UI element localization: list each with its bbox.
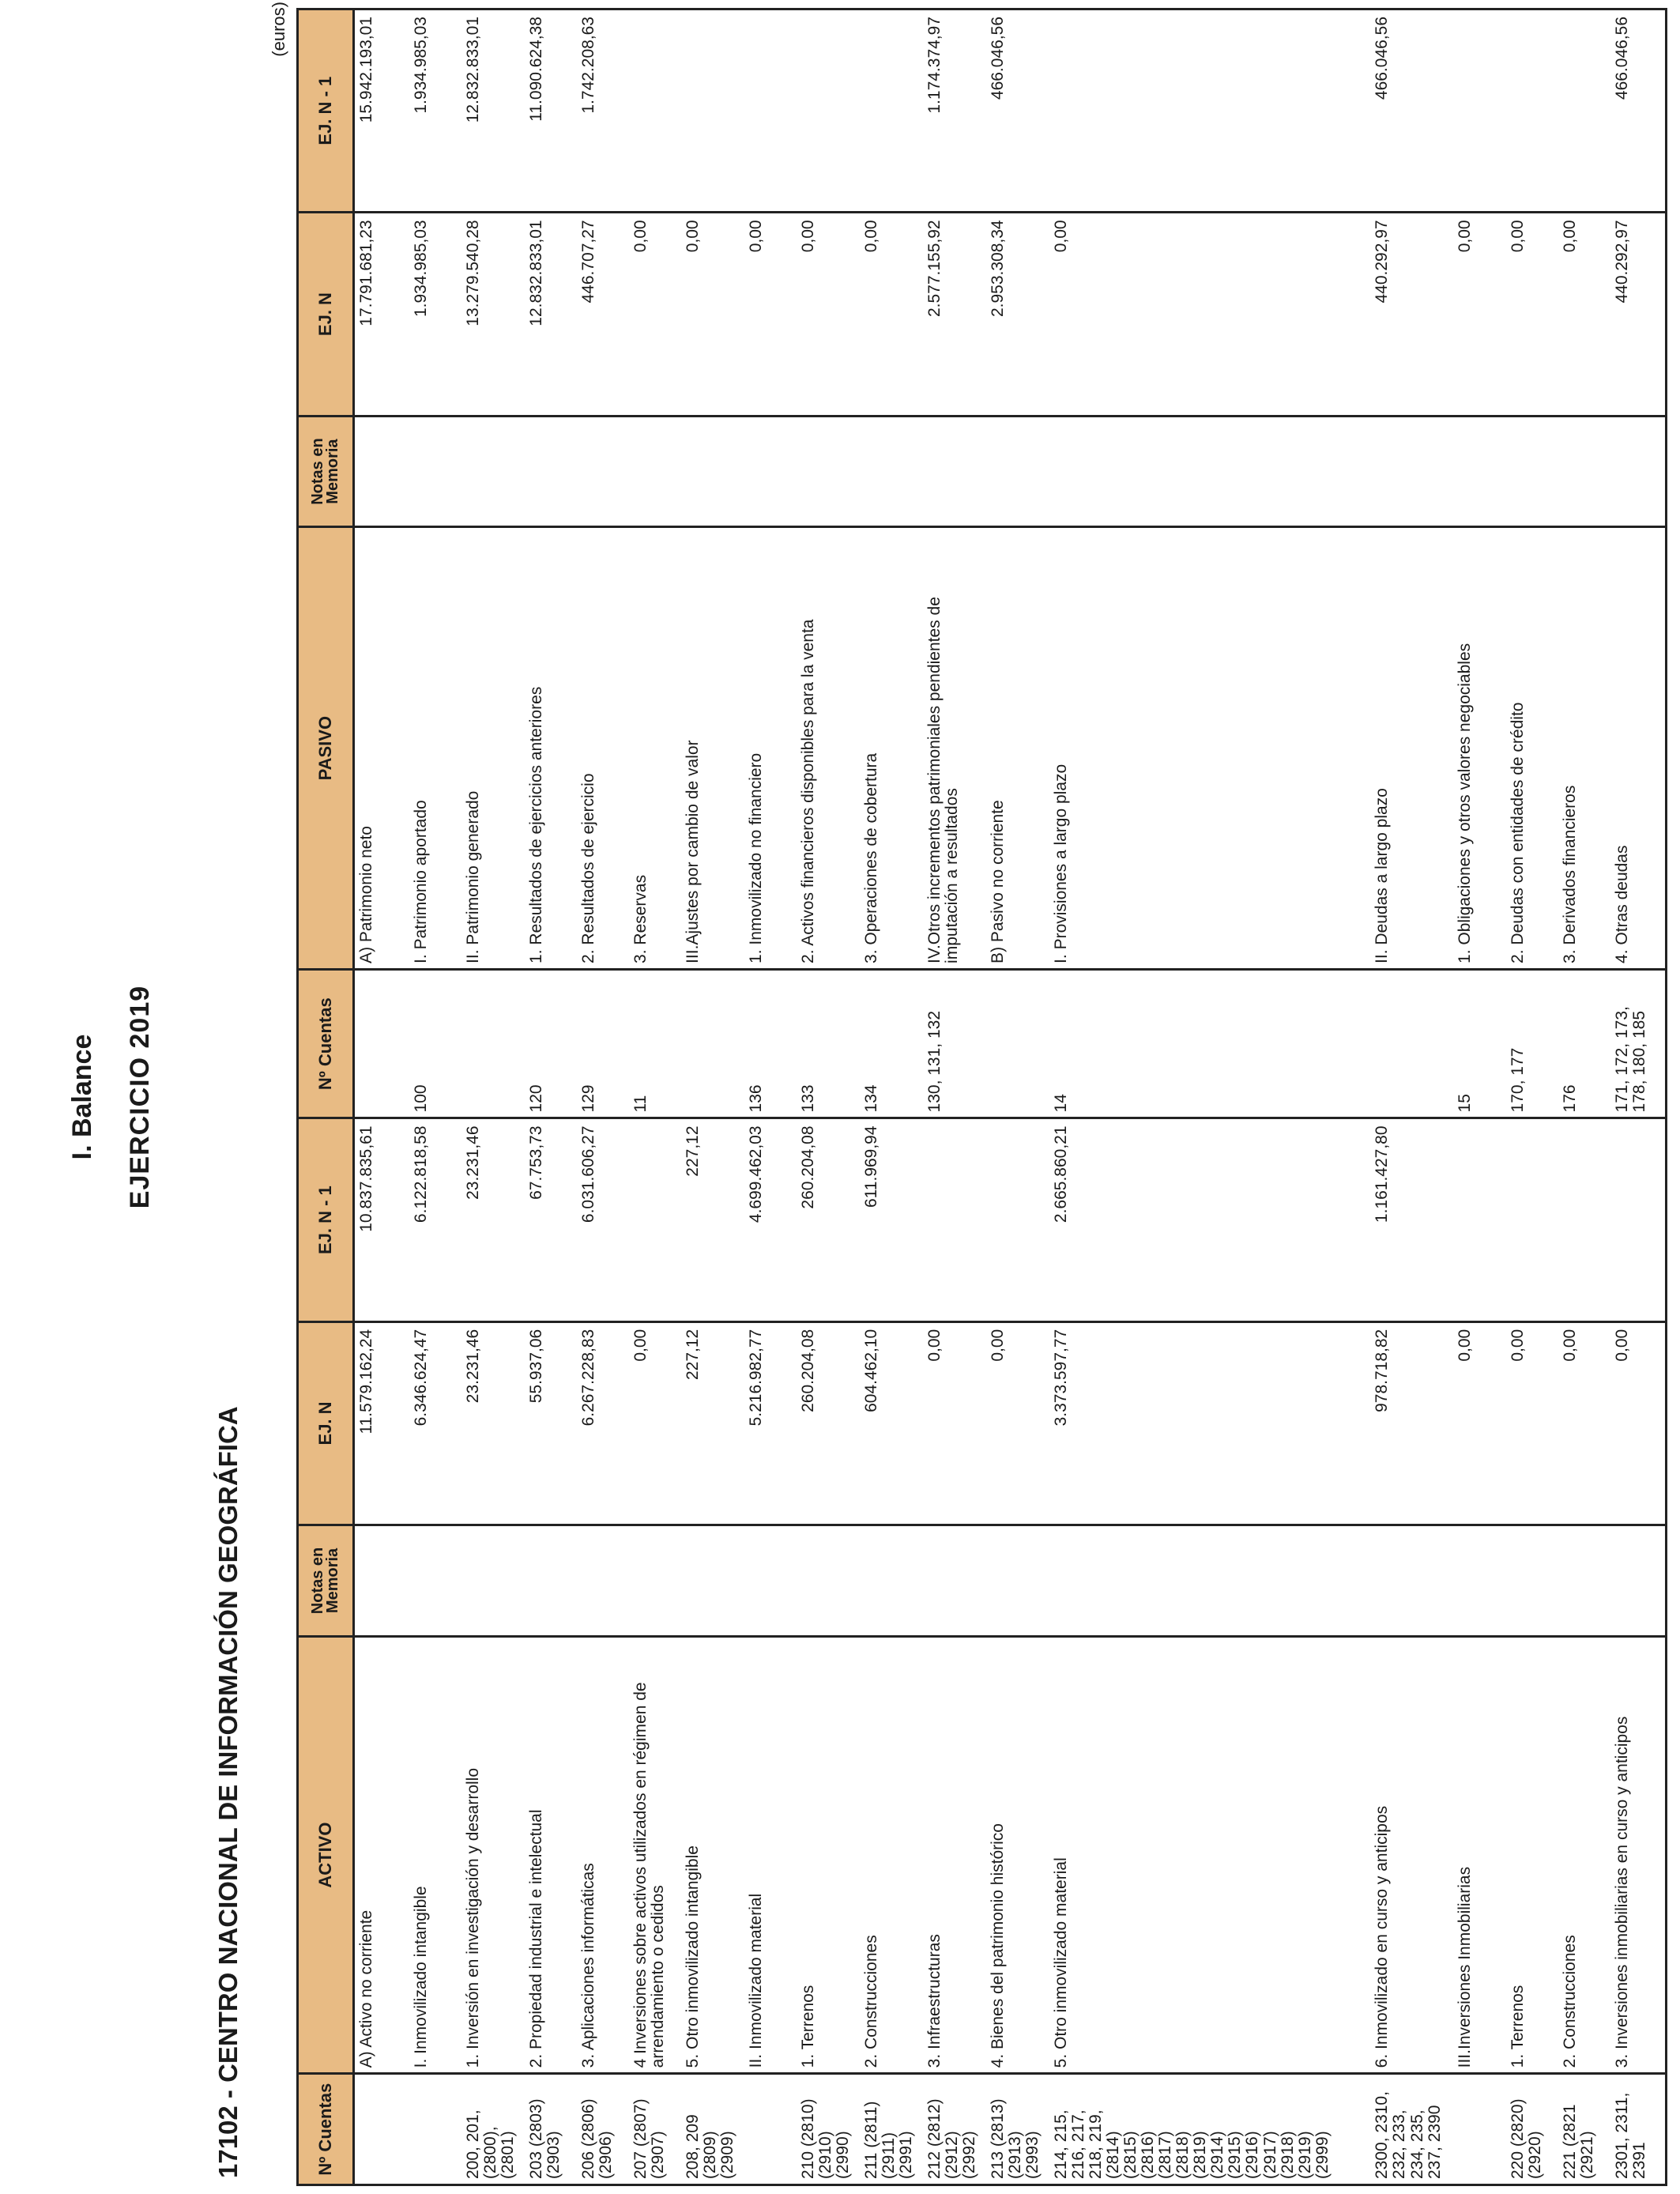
cell-pasivo-concepto: 3. Derivados financieros <box>1558 527 1610 970</box>
cell-pasivo-ej-n: 446.707,27 <box>577 213 629 416</box>
cell-pasivo-ej-n: 12.832.833,01 <box>525 213 577 416</box>
cell-pasivo-concepto: A) Patrimonio neto <box>354 527 410 970</box>
cell-activo-ej-n: 0,00 <box>1610 1321 1667 1525</box>
cell-activo-ej-n1 <box>986 1118 1049 1321</box>
cell-activo-concepto: III.Inversiones Inmobiliarias <box>1453 1636 1505 2074</box>
cell-activo-cuentas: 203 (2803) (2903) <box>525 2074 577 2185</box>
cell-pasivo-notas <box>525 416 577 527</box>
cell-activo-cuentas: 207 (2807) (2907) <box>629 2074 681 2185</box>
cell-pasivo-ej-n: 0,00 <box>860 213 923 416</box>
cell-activo-cuentas: 200, 201, (2800), (2801) <box>461 2074 525 2185</box>
cell-activo-concepto: I. Inmovilizado intangible <box>409 1636 461 2074</box>
cell-activo-ej-n1: 260.204,08 <box>797 1118 860 1321</box>
cell-pasivo-ej-n: 0,00 <box>1506 213 1558 416</box>
table-row <box>923 9 986 2185</box>
cell-activo-concepto: A) Activo no corriente <box>354 1636 410 2074</box>
cell-activo-cuentas: 210 (2810) (2910) (2990) <box>797 2074 860 2185</box>
cell-activo-concepto: 4 Inversiones sobre activos utilizados en régimen de arrendamiento o cedidos <box>629 1636 681 2074</box>
table-row <box>409 9 461 2185</box>
cell-activo-cuentas <box>744 2074 797 2185</box>
cell-activo-ej-n: 0,00 <box>986 1321 1049 1525</box>
cell-pasivo-notas <box>797 416 860 527</box>
cell-activo-cuentas: 220 (2820) (2920) <box>1506 2074 1558 2185</box>
cell-activo-ej-n: 227,12 <box>681 1321 744 1525</box>
cell-pasivo-cuentas <box>986 969 1049 1118</box>
cell-activo-ej-n: 6.267.228,83 <box>577 1321 629 1525</box>
cell-activo-cuentas: 2300, 2310, 232, 233, 234, 235, 237, 2390 <box>1370 2074 1453 2185</box>
cell-activo-ej-n1: 1.161.427,80 <box>1370 1118 1453 1321</box>
cell-activo-ej-n1 <box>1558 1118 1610 1321</box>
cell-pasivo-concepto: 3. Reservas <box>629 527 681 970</box>
cell-activo-notas <box>860 1525 923 1637</box>
col-header-activo-ej-n: EJ. N <box>298 1321 354 1525</box>
cell-pasivo-cuentas: 176 <box>1558 969 1610 1118</box>
cell-pasivo-ej-n: 0,00 <box>797 213 860 416</box>
cell-activo-ej-n: 978.718,82 <box>1370 1321 1453 1525</box>
cell-pasivo-notas <box>1558 416 1610 527</box>
cell-pasivo-cuentas <box>461 969 525 1118</box>
cell-activo-ej-n1: 2.665.860,21 <box>1049 1118 1370 1321</box>
cell-pasivo-notas <box>629 416 681 527</box>
cell-pasivo-cuentas: 134 <box>860 969 923 1118</box>
cell-activo-ej-n1 <box>1506 1118 1558 1321</box>
cell-pasivo-ej-n: 0,00 <box>744 213 797 416</box>
cell-activo-concepto: 4. Bienes del patrimonio histórico <box>986 1636 1049 2074</box>
cell-activo-notas <box>409 1525 461 1637</box>
cell-pasivo-cuentas: 136 <box>744 969 797 1118</box>
cell-pasivo-cuentas: 129 <box>577 969 629 1118</box>
cell-pasivo-cuentas: 11 <box>629 969 681 1118</box>
cell-pasivo-notas <box>681 416 744 527</box>
cell-activo-notas <box>797 1525 860 1637</box>
table-row <box>1049 9 1370 2185</box>
cell-pasivo-notas <box>986 416 1049 527</box>
cell-activo-ej-n: 0,00 <box>1506 1321 1558 1525</box>
cell-pasivo-concepto: 2. Activos financieros disponibles para la venta <box>797 527 860 970</box>
cell-activo-notas <box>923 1525 986 1637</box>
cell-activo-cuentas: 211 (2811) (2911) (2991) <box>860 2074 923 2185</box>
cell-pasivo-cuentas: 100 <box>409 969 461 1118</box>
cell-activo-cuentas: 221 (2821 (2921) <box>1558 2074 1610 2185</box>
cell-activo-notas <box>1049 1525 1370 1637</box>
cell-pasivo-ej-n: 0,00 <box>1453 213 1505 416</box>
cell-pasivo-ej-n: 0,00 <box>1558 213 1610 416</box>
table-row <box>1453 9 1505 2185</box>
cell-pasivo-cuentas: 171, 172, 173, 178, 180, 185 <box>1610 969 1667 1118</box>
cell-pasivo-cuentas <box>1370 969 1453 1118</box>
cell-pasivo-notas <box>1049 416 1370 527</box>
cell-activo-ej-n: 6.346.624,47 <box>409 1321 461 1525</box>
cell-pasivo-notas <box>923 416 986 527</box>
cell-activo-concepto: 5. Otro inmovilizado material <box>1049 1636 1370 2074</box>
cell-pasivo-notas <box>461 416 525 527</box>
cell-pasivo-concepto: 2. Deudas con entidades de crédito <box>1506 527 1558 970</box>
cell-pasivo-ej-n: 2.577.155,92 <box>923 213 986 416</box>
cell-pasivo-cuentas: 130, 131, 132 <box>923 969 986 1118</box>
cell-pasivo-ej-n1: 1.174.374,97 <box>923 9 986 213</box>
cell-pasivo-ej-n1 <box>629 9 681 213</box>
cell-pasivo-cuentas: 15 <box>1453 969 1505 1118</box>
cell-pasivo-concepto: I. Patrimonio aportado <box>409 527 461 970</box>
cell-activo-ej-n1: 6.031.606,27 <box>577 1118 629 1321</box>
cell-pasivo-ej-n: 440.292,97 <box>1370 213 1453 416</box>
cell-pasivo-ej-n: 440.292,97 <box>1610 213 1667 416</box>
cell-pasivo-concepto: II. Patrimonio generado <box>461 527 525 970</box>
cell-pasivo-notas <box>744 416 797 527</box>
cell-activo-ej-n1: 227,12 <box>681 1118 744 1321</box>
cell-pasivo-cuentas <box>354 969 410 1118</box>
cell-pasivo-ej-n1 <box>1558 9 1610 213</box>
cell-activo-ej-n: 11.579.162,24 <box>354 1321 410 1525</box>
cell-pasivo-notas <box>354 416 410 527</box>
cell-pasivo-cuentas: 14 <box>1049 969 1370 1118</box>
cell-pasivo-ej-n1: 466.046,56 <box>986 9 1049 213</box>
cell-activo-concepto: 3. Aplicaciones informáticas <box>577 1636 629 2074</box>
organization-heading: 17102 - CENTRO NACIONAL DE INFORMACIÓN GEOGRÁFICA <box>213 1406 243 2178</box>
col-header-pasivo-ej-n1: EJ. N - 1 <box>298 9 354 213</box>
cell-pasivo-ej-n1 <box>797 9 860 213</box>
cell-activo-notas <box>1506 1525 1558 1637</box>
cell-activo-ej-n1: 4.699.462,03 <box>744 1118 797 1321</box>
cell-activo-cuentas: 212 (2812) (2912) (2992) <box>923 2074 986 2185</box>
cell-pasivo-ej-n: 0,00 <box>629 213 681 416</box>
cell-activo-ej-n: 0,00 <box>923 1321 986 1525</box>
cell-activo-concepto: 1. Inversión en investigación y desarrollo <box>461 1636 525 2074</box>
cell-activo-ej-n: 55.937,06 <box>525 1321 577 1525</box>
cell-activo-notas <box>461 1525 525 1637</box>
cell-activo-ej-n1: 6.122.818,58 <box>409 1118 461 1321</box>
cell-pasivo-concepto: II. Deudas a largo plazo <box>1370 527 1453 970</box>
cell-activo-notas <box>1370 1525 1453 1637</box>
cell-pasivo-concepto: IV.Otros incrementos patrimoniales pendientes de imputación a resultados <box>923 527 986 970</box>
cell-pasivo-ej-n: 17.791.681,23 <box>354 213 410 416</box>
cell-activo-ej-n1: 67.753,73 <box>525 1118 577 1321</box>
cell-activo-ej-n: 0,00 <box>1558 1321 1610 1525</box>
col-header-activo-notas: Notas en Memoria <box>298 1525 354 1637</box>
cell-activo-cuentas: 206 (2806) (2906) <box>577 2074 629 2185</box>
cell-pasivo-ej-n: 13.279.540,28 <box>461 213 525 416</box>
cell-pasivo-concepto: 3. Operaciones de cobertura <box>860 527 923 970</box>
cell-activo-cuentas <box>354 2074 410 2185</box>
table-row <box>629 9 681 2185</box>
cell-pasivo-concepto: III.Ajustes por cambio de valor <box>681 527 744 970</box>
cell-activo-ej-n1: 23.231,46 <box>461 1118 525 1321</box>
fiscal-year-heading: EJERCICIO 2019 <box>125 985 155 1209</box>
cell-pasivo-ej-n1: 1.742.208,63 <box>577 9 629 213</box>
cell-activo-concepto: 2. Construcciones <box>860 1636 923 2074</box>
cell-activo-concepto: 2. Propiedad industrial e intelectual <box>525 1636 577 2074</box>
col-header-activo-ej-n1: EJ. N - 1 <box>298 1118 354 1321</box>
cell-activo-concepto: 3. Inversiones inmobiliarias en curso y anticipos <box>1610 1636 1667 2074</box>
cell-pasivo-concepto: 2. Resultados de ejercicio <box>577 527 629 970</box>
table-row <box>354 9 410 2185</box>
cell-pasivo-notas <box>860 416 923 527</box>
cell-activo-cuentas <box>409 2074 461 2185</box>
cell-pasivo-ej-n1: 11.090.624,38 <box>525 9 577 213</box>
cell-pasivo-ej-n: 2.953.308,34 <box>986 213 1049 416</box>
cell-activo-ej-n1 <box>1610 1118 1667 1321</box>
cell-activo-ej-n1: 10.837.835,61 <box>354 1118 410 1321</box>
cell-activo-notas <box>629 1525 681 1637</box>
cell-activo-concepto: 5. Otro inmovilizado intangible <box>681 1636 744 2074</box>
col-header-pasivo-cuentas: Nº Cuentas <box>298 969 354 1118</box>
col-header-pasivo-ej-n: EJ. N <box>298 213 354 416</box>
cell-activo-ej-n: 604.462,10 <box>860 1321 923 1525</box>
table-row <box>986 9 1049 2185</box>
cell-pasivo-notas <box>577 416 629 527</box>
table-row <box>797 9 860 2185</box>
cell-pasivo-ej-n1: 15.942.193,01 <box>354 9 410 213</box>
cell-activo-concepto: II. Inmovilizado material <box>744 1636 797 2074</box>
cell-activo-cuentas: 2301, 2311, 2391 <box>1610 2074 1667 2185</box>
cell-pasivo-notas <box>1506 416 1558 527</box>
table-row <box>860 9 923 2185</box>
table-header-row <box>298 9 354 2185</box>
table-row <box>525 9 577 2185</box>
cell-pasivo-ej-n1: 466.046,56 <box>1610 9 1667 213</box>
cell-activo-cuentas: 214, 215, 216, 217, 218, 219, (2814) (2815) (2816) (2817) (2818) (2819) (2914) (2915) (2916) (2917) (2918) (2919) (2999) <box>1049 2074 1370 2185</box>
cell-activo-concepto: 6. Inmovilizado en curso y anticipos <box>1370 1636 1453 2074</box>
cell-pasivo-concepto: 1. Obligaciones y otros valores negociables <box>1453 527 1505 970</box>
cell-activo-cuentas: 213 (2813) (2913) (2993) <box>986 2074 1049 2185</box>
cell-activo-ej-n: 0,00 <box>1453 1321 1505 1525</box>
cell-activo-ej-n: 3.373.597,77 <box>1049 1321 1370 1525</box>
cell-activo-ej-n: 260.204,08 <box>797 1321 860 1525</box>
cell-activo-notas <box>744 1525 797 1637</box>
col-header-activo-cuentas: Nº Cuentas <box>298 2074 354 2185</box>
cell-pasivo-ej-n1 <box>860 9 923 213</box>
cell-pasivo-concepto: 4. Otras deudas <box>1610 527 1667 970</box>
units-label: (euros) <box>269 2 288 57</box>
cell-activo-concepto: 1. Terrenos <box>797 1636 860 2074</box>
cell-pasivo-concepto: 1. Inmovilizado no financiero <box>744 527 797 970</box>
cell-activo-notas <box>577 1525 629 1637</box>
cell-activo-ej-n: 23.231,46 <box>461 1321 525 1525</box>
cell-activo-notas <box>681 1525 744 1637</box>
cell-pasivo-ej-n1 <box>1506 9 1558 213</box>
cell-pasivo-notas <box>1453 416 1505 527</box>
cell-activo-ej-n: 5.216.982,77 <box>744 1321 797 1525</box>
cell-activo-concepto: 3. Infraestructuras <box>923 1636 986 2074</box>
cell-activo-cuentas: 208, 209 (2809) (2909) <box>681 2074 744 2185</box>
table-row <box>1370 9 1453 2185</box>
cell-pasivo-cuentas: 120 <box>525 969 577 1118</box>
table-row <box>681 9 744 2185</box>
cell-pasivo-ej-n: 0,00 <box>1049 213 1370 416</box>
cell-activo-ej-n1 <box>923 1118 986 1321</box>
cell-pasivo-ej-n1 <box>1049 9 1370 213</box>
cell-activo-concepto: 1. Terrenos <box>1506 1636 1558 2074</box>
cell-activo-ej-n1: 611.969,94 <box>860 1118 923 1321</box>
cell-activo-ej-n1 <box>1453 1118 1505 1321</box>
cell-pasivo-ej-n1: 1.934.985,03 <box>409 9 461 213</box>
cell-pasivo-concepto: B) Pasivo no corriente <box>986 527 1049 970</box>
cell-pasivo-ej-n1: 466.046,56 <box>1370 9 1453 213</box>
cell-pasivo-cuentas: 170, 177 <box>1506 969 1558 1118</box>
table-row <box>461 9 525 2185</box>
cell-pasivo-notas <box>1610 416 1667 527</box>
table-row <box>1610 9 1667 2185</box>
cell-activo-ej-n: 0,00 <box>629 1321 681 1525</box>
col-header-pasivo: PASIVO <box>298 527 354 970</box>
cell-activo-cuentas <box>1453 2074 1505 2185</box>
document-title: I. Balance <box>67 1034 97 1160</box>
cell-activo-notas <box>1610 1525 1667 1637</box>
cell-pasivo-notas <box>1370 416 1453 527</box>
cell-pasivo-ej-n: 1.934.985,03 <box>409 213 461 416</box>
cell-pasivo-cuentas <box>681 969 744 1118</box>
cell-pasivo-ej-n1 <box>744 9 797 213</box>
cell-activo-notas <box>1453 1525 1505 1637</box>
cell-pasivo-ej-n1 <box>681 9 744 213</box>
table-row <box>1506 9 1558 2185</box>
balance-table <box>296 8 1667 2186</box>
cell-pasivo-notas <box>409 416 461 527</box>
cell-pasivo-ej-n: 0,00 <box>681 213 744 416</box>
cell-activo-notas <box>1558 1525 1610 1637</box>
cell-activo-notas <box>354 1525 410 1637</box>
col-header-activo: ACTIVO <box>298 1636 354 2074</box>
table-row <box>577 9 629 2185</box>
table-row <box>1558 9 1610 2185</box>
cell-activo-notas <box>525 1525 577 1637</box>
cell-pasivo-ej-n1 <box>1453 9 1505 213</box>
cell-activo-concepto: 2. Construcciones <box>1558 1636 1610 2074</box>
cell-pasivo-concepto: 1. Resultados de ejercicios anteriores <box>525 527 577 970</box>
table-row <box>744 9 797 2185</box>
col-header-pasivo-notas: Notas en Memoria <box>298 416 354 527</box>
cell-pasivo-ej-n1: 12.832.833,01 <box>461 9 525 213</box>
cell-activo-notas <box>986 1525 1049 1637</box>
cell-pasivo-concepto: I. Provisiones a largo plazo <box>1049 527 1370 970</box>
cell-activo-ej-n1 <box>629 1118 681 1321</box>
cell-pasivo-cuentas: 133 <box>797 969 860 1118</box>
